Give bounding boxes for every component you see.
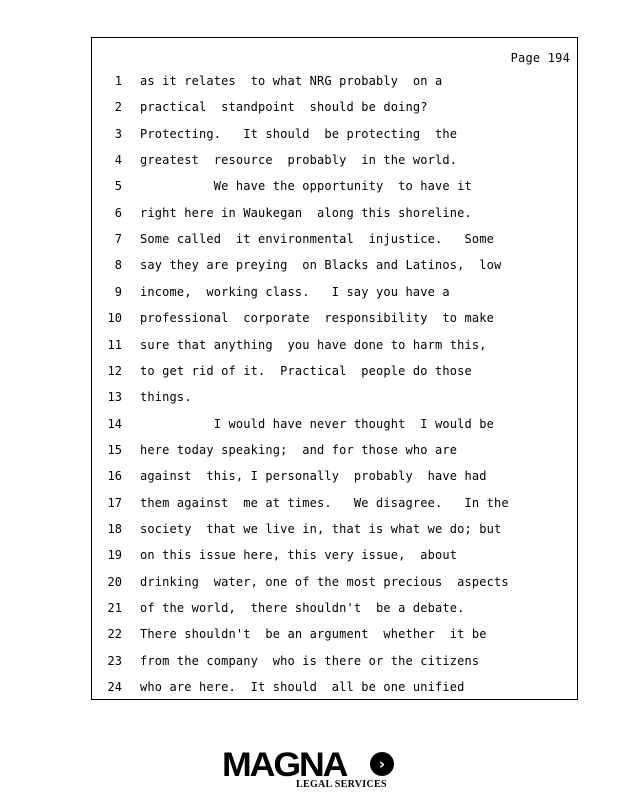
line-number: 22 [107, 627, 122, 642]
line-text: Some called it environmental injustice. Some [140, 232, 494, 247]
transcript-line [92, 678, 577, 696]
transcript-line [92, 441, 577, 459]
line-number: 23 [107, 653, 122, 668]
transcript-line [92, 72, 577, 90]
line-text: say they are preying on Blacks and Latinos, low [140, 258, 502, 273]
transcript-line [92, 388, 577, 406]
line-number: 14 [107, 416, 122, 431]
transcript-line [92, 204, 577, 222]
transcript-line [92, 362, 577, 380]
magna-logo [222, 745, 397, 793]
line-text: society that we live in, that is what we do; but [140, 521, 502, 536]
line-text: sure that anything you have done to harm this, [140, 337, 487, 352]
transcript-line [92, 256, 577, 274]
line-text: things. [140, 390, 192, 405]
line-number: 24 [107, 680, 122, 695]
line-text: We have the opportunity to have it [140, 179, 472, 194]
line-number: 8 [114, 258, 122, 273]
line-text: against this, I personally probably have had [140, 469, 487, 484]
line-text: who are here. It should all be one unified [140, 680, 465, 695]
transcript-line [92, 494, 577, 512]
line-text: greatest resource probably in the world. [140, 153, 458, 168]
transcript-line [92, 98, 577, 116]
line-number: 4 [114, 153, 122, 168]
line-number: 13 [107, 390, 122, 405]
transcript-line [92, 467, 577, 485]
line-number: 2 [114, 100, 122, 115]
line-number: 19 [107, 548, 122, 563]
line-number: 11 [107, 337, 122, 352]
transcript-line [92, 230, 577, 248]
line-text: practical standpoint should be doing? [140, 100, 428, 115]
line-text: income, working class. I say you have a [140, 284, 450, 299]
line-text: on this issue here, this very issue, about [140, 548, 458, 563]
line-text: of the world, there shouldn't be a debate. [140, 601, 465, 615]
transcript-line [92, 652, 577, 670]
line-number: 7 [114, 232, 122, 247]
line-text: to get rid of it. Practical people do those [140, 363, 472, 378]
line-number: 15 [107, 442, 122, 457]
logo-subtitle: LEGAL SERVICES [296, 779, 387, 790]
page-number: Page 194 [510, 51, 570, 65]
line-number: 9 [114, 284, 122, 299]
transcript-line [92, 309, 577, 327]
line-number: 20 [107, 574, 122, 589]
line-number: 5 [114, 179, 122, 194]
line-number: 12 [107, 363, 122, 378]
transcript-line [92, 599, 577, 617]
transcript-line [92, 177, 577, 195]
line-number: 10 [107, 311, 122, 326]
transcript-line [92, 336, 577, 354]
transcript-line [92, 573, 577, 591]
line-number: 16 [107, 469, 122, 484]
line-text: right here in Waukegan along this shoreline. [140, 205, 472, 220]
line-text: them against me at times. We disagree. In the [140, 495, 509, 510]
logo-wordmark: MAGNA [222, 746, 347, 784]
transcript-line [92, 125, 577, 143]
transcript-line [92, 415, 577, 433]
line-number: 3 [114, 126, 122, 141]
line-text: as it relates to what NRG probably on a [140, 74, 443, 88]
line-text: There shouldn't be an argument whether it be [140, 627, 487, 642]
line-text: here today speaking; and for those who are [140, 442, 458, 457]
line-number: 18 [107, 521, 122, 536]
transcript-line [92, 546, 577, 564]
transcript-line [92, 151, 577, 169]
line-number: 17 [107, 495, 122, 510]
transcript-line [92, 625, 577, 643]
line-text: professional corporate responsibility to make [140, 311, 494, 326]
transcript-line [92, 520, 577, 538]
transcript-page [91, 37, 578, 700]
line-text: from the company who is there or the citizens [140, 653, 480, 668]
chevron-right-icon: › [370, 752, 394, 776]
line-text: Protecting. It should be protecting the [140, 126, 458, 141]
line-number: 1 [114, 74, 122, 88]
line-text: I would have never thought I would be [140, 416, 494, 431]
line-number: 6 [114, 205, 122, 220]
line-number: 21 [107, 601, 122, 615]
line-text: drinking water, one of the most precious aspects [140, 574, 509, 589]
transcript-line [92, 283, 577, 301]
